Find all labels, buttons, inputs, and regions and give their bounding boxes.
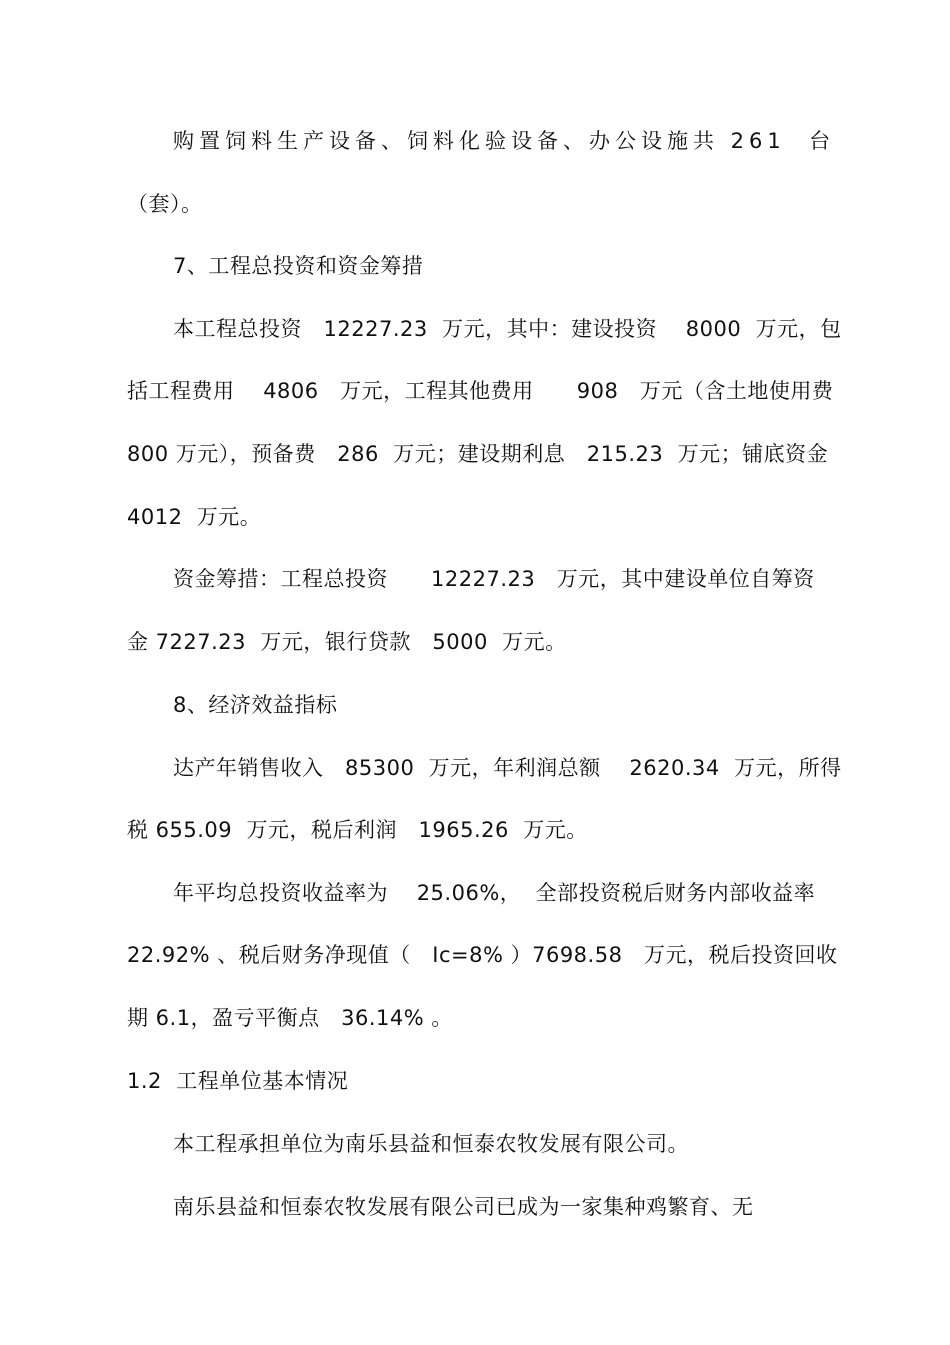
section-heading-economics: 8、经济效益指标: [173, 693, 338, 717]
paragraph-line-7: 资金筹措：工程总投资 12227.23 万元，其中建设单位自筹资: [173, 567, 815, 591]
paragraph-line-15: 南乐县益和恒泰农牧发展有限公司已成为一家集种鸡繁育、无: [173, 1195, 754, 1219]
paragraph-line-9: 达产年销售收入 85300 万元，年利润总额 2620.34 万元，所得: [173, 756, 842, 780]
paragraph-line-6: 4012 万元。: [127, 505, 262, 529]
paragraph-line-2: （套）。: [127, 192, 203, 216]
paragraph-line-11: 年平均总投资收益率为 25.06%， 全部投资税后财务内部收益率: [173, 881, 816, 905]
paragraph-line-14: 本工程承担单位为南乐县益和恒泰农牧发展有限公司。: [173, 1132, 689, 1156]
paragraph-line-5: 800 万元），预备费 286 万元；建设期利息 215.23 万元；铺底资金: [127, 442, 829, 466]
paragraph-line-8: 金 7227.23 万元，银行贷款 5000 万元。: [127, 630, 567, 654]
paragraph-line-13: 期 6.1，盈亏平衡点 36.14% 。: [127, 1006, 453, 1030]
paragraph-line-10: 税 655.09 万元，税后利润 1965.26 万元。: [127, 818, 588, 842]
paragraph-line-1: 购置饲料生产设备、饲料化验设备、办公设施共 261 台: [173, 129, 836, 153]
paragraph-line-3: 本工程总投资 12227.23 万元，其中：建设投资 8000 万元，包: [173, 317, 842, 341]
paragraph-line-4: 括工程费用 4806 万元，工程其他费用 908 万元（含土地使用费: [127, 379, 834, 403]
paragraph-line-12: 22.92% 、税后财务净现值（ Ic=8% ）7698.58 万元，税后投资回收: [127, 943, 838, 967]
section-heading-unit: 1.2 工程单位基本情况: [127, 1069, 349, 1093]
section-heading-investment: 7、工程总投资和资金筹措: [173, 254, 424, 278]
